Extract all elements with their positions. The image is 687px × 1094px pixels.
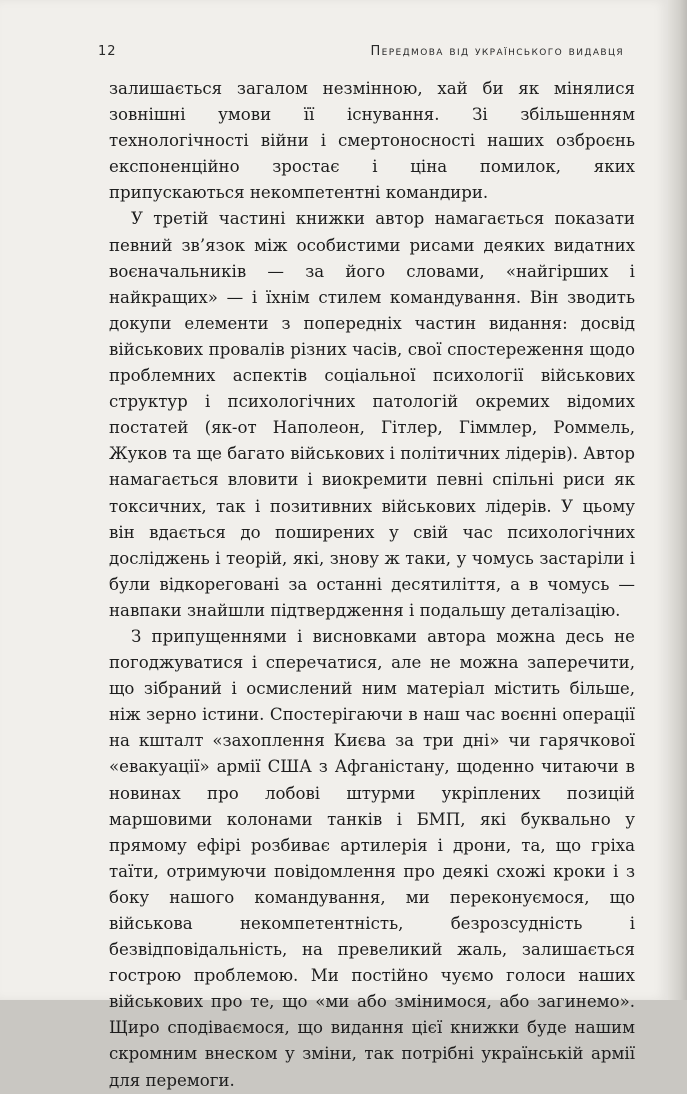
running-head: Передмова від українського видавця [370,44,624,59]
paragraph-2: У третій частині книжки автор намагається показати певний зв’язок між особистими рисами деяких видатних воєначальників — за його словами, «найгірших і найкращих» — і їхнім стилем командування. Він зводить докупи елементи з попередніх частин видання: досвід військових провалів різних часів, свої спостереження щодо проблемних аспектів соціальної психології військових структур і психологічних патологій окремих відомих постатей (як-от Наполеон, Гітлер, Гіммлер, Роммель, Жуков та ще багато військових і політичних лідерів). Автор намагається вловити і виокремити певні спільні риси як токсичних, так і позитивних військових лідерів. У цьому він вдається до поширених у свій час психологічних досліджень і теорій, які, знову ж таки, у чомусь застаріли і були відкореговані за останні десятиліття, а в чомусь — навпаки знайшли підтвердження і подальшу деталізацію. [109,209,635,620]
page-number: 12 [98,44,117,59]
paragraph-3: З припущеннями і висновками автора можна десь не погоджуватися і сперечатися, але не можна заперечити, що зібраний і осмислений ним матеріал містить більше, ніж зерно істини. Спостерігаючи в наш час воєнні операції на кшталт «захоплення Києва за три дні» чи гарячкової «евакуації» армії США з Афганістану, щоденно читаючи в новинах про лобові штурми укріплених позицій маршовими колонами танків і БМП, які буквально у прямому ефірі розбиває артилерія і дрони, та, що гріха таїти, отримуючи повідомлення про деякі схожі кроки і з боку нашого командування, ми переконуємося, що військова некомпетентність, безрозсудність і безвідповідальність, на превеликий жаль, залишається гострою проблемою. Ми постійно чуємо голоси наших військових про те, що «ми або змінимося, або загинемо». Щиро сподіваємося, що видання цієї книжки буде нашим скромним внеском у зміни, так потрібні українській армії для перемоги. [109,626,635,1090]
page-header [98,44,624,64]
page-edge [668,0,687,1000]
body-text [109,76,635,1094]
paragraph-1: залишається загалом незмінною, хай би як мінялися зовнішні умови її існування. Зі збільшенням технологічності війни і смертоносності наших озброєнь експоненційно зростає і ціна помилок, яких припускаються некомпетентні командири. [109,79,635,203]
